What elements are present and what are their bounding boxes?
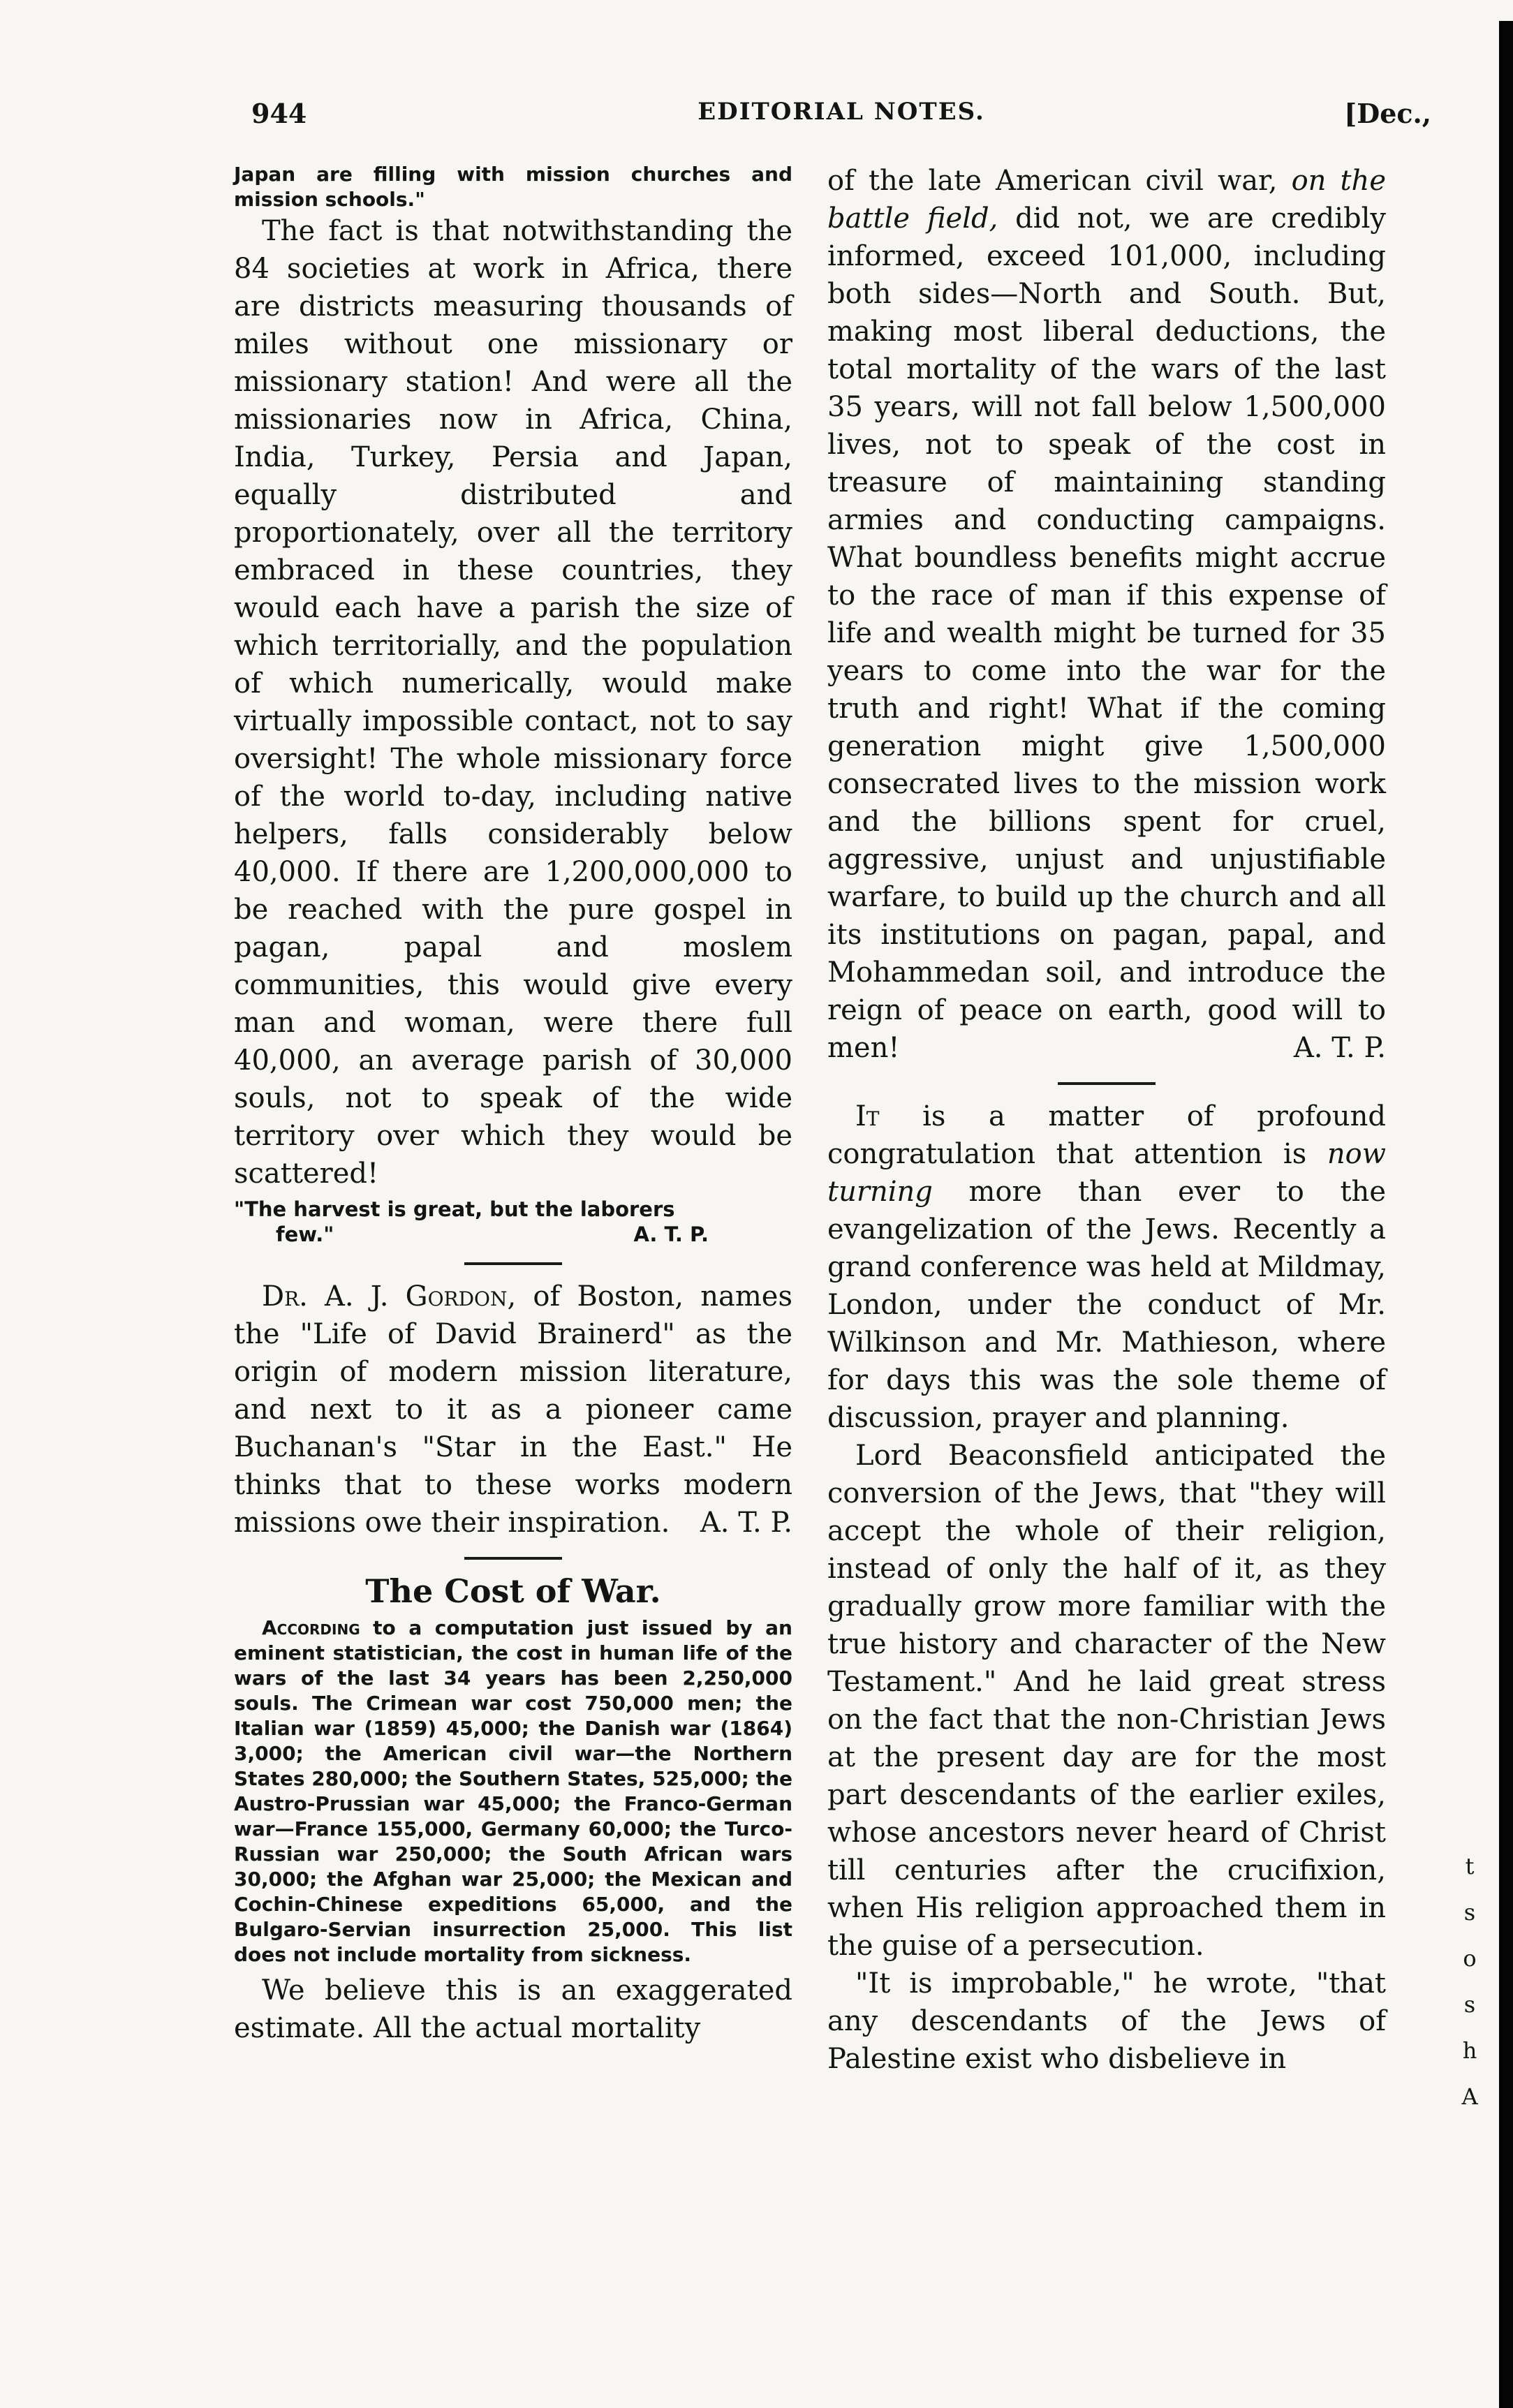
jews-paragraph: It is a matter of profound congratulation that attention is now turning more than ever to the evangelization of the Jews. Recently a grand conference was held at Mildmay, London, under the conduct of Mr. Wilkinson and Mr. Mathieson, where for days this was the sole theme of discussion, prayer and planning. <box>827 1100 1386 1434</box>
edge-letters: t s o s h A <box>1461 1853 1478 2110</box>
intro-quote: Japan are filling with mission churches and mission schools." <box>234 163 792 211</box>
page-header <box>251 98 1431 140</box>
harvest-line-1: "The harvest is great, but the laborers <box>234 1197 675 1221</box>
binding-edge <box>1499 21 1513 2408</box>
section-mark: [Dec., <box>1344 98 1431 129</box>
harvest-quote <box>234 1197 792 1247</box>
war-heading: The Cost of War. <box>365 1572 661 1610</box>
section-rule <box>464 1557 562 1560</box>
left-column <box>234 162 792 2047</box>
beaconsfield-paragraph: Lord Beaconsfield anticipated the conversion of the Jews, that "they will accept the whole of their religion, instead of only the half of it, as they gradually grow more familiar with the true history and character of the New Testament." And he laid great stress on the fact that the non-Christian Jews at the present day are for the most part descendants of the earlier exiles, whose ancestors never heard of Christ till centuries after the crucifixion, when His religion approached them in the guise of a persecution. <box>827 1440 1386 1962</box>
war-statistics: According to a computation just issued by an eminent statistician, the cost in human life of the wars of the last 34 years has been 2,250,000 souls. The Crimean war cost 750,000 men; the Italian war (1859) 45,000; the Danish war (1864) 3,000; the American civil war—the Northern States 280,000; the Southern States, 525,000; the Austro-Prussian war 45,000; the Franco-German war—France 155,000, Germany 60,000; the Turco-Russian war 250,000; the South African wars 30,000; the Afghan war 25,000; the Mexican and Cochin-Chinese expeditions 65,000, and the Bulgaro-Servian insurrection 25,000. This list does not include mortality from sickness. <box>234 1616 792 1966</box>
section-rule <box>464 1262 562 1265</box>
improbable-paragraph: "It is improbable," he wrote, "that any descendants of the Jews of Palestine exist who disbelieve in <box>827 1967 1386 2075</box>
gordon-signature: A. T. P. <box>700 1507 792 1539</box>
war-comment: We believe this is an exaggerated estimate. All the actual mortality <box>234 1974 792 2044</box>
gordon-name: Dr. A. J. Gordon, <box>262 1280 517 1313</box>
harvest-line-2: few." A. T. P. <box>276 1223 709 1246</box>
running-head: EDITORIAL NOTES. <box>698 98 985 126</box>
missionary-paragraph: The fact is that notwithstanding the 84 societies at work in Africa, there are districts measuring thousands of miles without one missionary or missionary station! And were all the missionaries now in Africa, China, India, Turkey, Persia and Japan, equally distributed and proportionately, over all the territory embraced in these countries, they would each have a parish the size of which territorially, and the population of which numerically, would make virtually impossible contact, not to say oversight! The whole missionary force of the world to-day, including native helpers, falls considerably below 40,000. If there are 1,200,000,000 to be reached with the pure gospel in pagan, papal and moslem communities, this would give every man and woman, were there full 40,000, an average parish of 30,000 souls, not to speak of the wide territory over which they would be scattered! <box>234 215 792 1190</box>
war-mortality-paragraph: of the late American civil war, on the battle field, did not, we are credibly informed, exceed 101,000, including both sides—North and South. But, making most liberal deductions, the total mortality of the wars of the last 35 years, will not fall below 1,500,000 lives, not to speak of the cost in treasure of maintaining standing armies and conducting campaigns. What boundless benefits might accrue to the race of man if this expense of life and wealth might be turned for 35 years to come into the war for the truth and right! What if the coming generation might give 1,500,000 consecrated lives to the mission work and the billions spent for cruel, aggressive, unjust and unjustifiable warfare, to build up the church and all its institutions on pagan, papal, and Mohammedan soil, and introduce the reign of peace on earth, good will to men! A. T. P. <box>827 162 1386 1067</box>
harvest-signature: A. T. P. <box>633 1223 709 1246</box>
section-rule <box>1058 1082 1156 1085</box>
gordon-paragraph: Dr. A. J. Gordon, of Boston, names the "Life of David Brainerd" as the origin of modern mission literature, and next to it as a pioneer came Buchanan's "Star in the East." He thinks that to these works modern missions owe their inspiration. A. T. P. <box>234 1278 792 1542</box>
war-signature: A. T. P. <box>1293 1032 1386 1064</box>
right-column <box>827 162 1386 2078</box>
page-number: 944 <box>251 98 307 129</box>
